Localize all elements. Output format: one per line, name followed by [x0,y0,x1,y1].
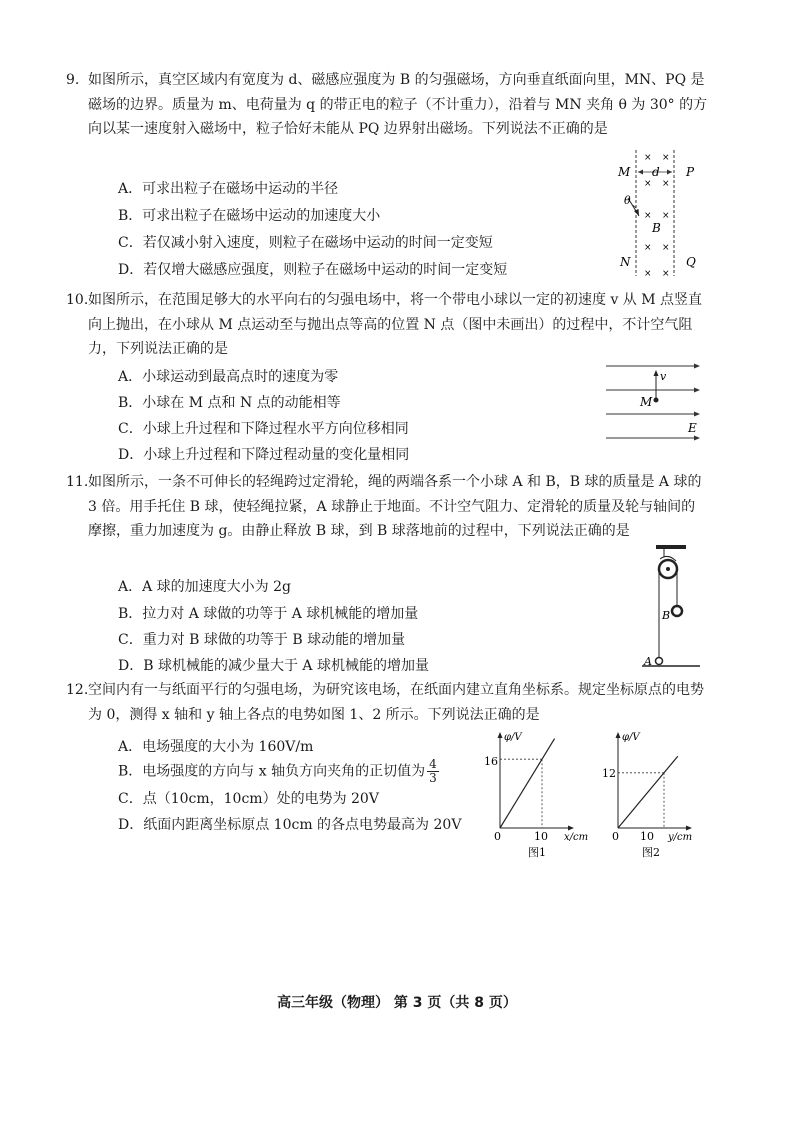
y-axis-label: φ/V [622,732,640,743]
label-P: P [686,165,695,179]
cross-mark: × [662,179,670,189]
q12-option-c: C．点（10cm，10cm）处的电势为 20V [118,791,379,807]
cross-mark: × [644,179,652,189]
fraction [427,758,439,785]
label-M: M [640,395,653,409]
q11-option-c: C．重力对 B 球做的功等于 B 球动能的增加量 [118,632,406,648]
potential-line [500,739,555,828]
q9-option-d: D．若仅增大磁感应强度，则粒子在磁场中运动的时间一定变短 [118,262,508,278]
x-axis-label: x/cm [564,832,589,843]
q12-option-d: D．纸面内距离坐标原点 10cm 的各点电势最高为 20V [118,817,462,833]
question-12 [66,678,708,727]
label-Q: Q [686,255,696,269]
q11-pulley-figure [638,543,702,671]
graph-1 [476,728,596,862]
label-B: B [652,221,661,235]
question-stem: 空间内有一与纸面平行的匀强电场，为研究该电场，在纸面内建立直角坐标系。规定坐标原点的电势为 0，测得 x 轴和 y 轴上各点的电势如图 1、2 所示。下列说法正确的是 [88,682,704,723]
question-number: 9. [66,72,80,88]
x-tick-label: 10 [534,830,548,843]
q9-magnetic-field-figure [612,148,707,280]
graph-2 [598,728,708,862]
question-10 [66,288,708,362]
label-B: B [662,609,671,622]
label-A: A [644,655,652,668]
q10-option-c: C．小球上升过程和下降过程水平方向位移相同 [118,421,409,437]
q9-option-a: A．可求出粒子在磁场中运动的半径 [118,181,339,197]
q11-option-d: D．B 球机械能的减少量大于 A 球机械能的增加量 [118,658,429,674]
fraction-denominator: 3 [429,771,437,785]
q10-option-d: D．小球上升过程和下降过程动量的变化量相同 [118,447,410,463]
x-tick-label: 10 [640,830,654,843]
q12-option-a: A．电场强度的大小为 160V/m [118,739,314,755]
question-stem: 如图所示，真空区域内有宽度为 d、磁感应强度为 B 的匀强磁场，方向垂直纸面向里，MN、PQ 是磁场的边界。质量为 m、电荷量为 q 的带正电的粒子（不计重力），沿着与 MN 夹角 θ 为 30° 的方向以某一速度射入磁场中，粒子恰好未能从 PQ 边界射出磁场。下列说法不正确的是 [88,72,708,137]
question-stem: 如图所示，在范围足够大的水平向右的匀强电场中，将一个带电小球以一定的初速度 v 从 M 点竖直向上抛出，在小球从 M 点运动至与抛出点等高的位置 N 点（图中未画出）的过程中，不计空气阻力，下列说法正确的是 [88,292,703,357]
velocity-label: v [660,370,667,383]
cross-mark: × [662,211,670,221]
q10-electric-field-figure [604,360,702,444]
cross-mark: × [662,243,670,253]
q9-option-c: C．若仅减小射入速度，则粒子在磁场中运动的时间一定变短 [118,235,493,251]
question-number: 10. [66,292,89,308]
potential-line [618,756,678,828]
x-axis-label: y/cm [668,832,693,843]
question-number: 11. [66,474,89,490]
cross-mark: × [662,153,670,163]
cross-mark: × [644,211,652,221]
q10-option-b: B．小球在 M 点和 N 点的动能相等 [118,395,341,411]
origin-label: 0 [612,830,619,843]
label-M: M [618,165,631,179]
question-9 [66,68,708,142]
label-N: N [620,255,631,269]
width-label-d: d [652,165,660,179]
y-axis-label: φ/V [504,732,522,743]
y-tick-label: 12 [602,767,616,780]
cross-mark: × [662,269,670,279]
question-11 [66,470,708,544]
field-label-E: E [688,421,697,435]
angle-theta: θ [624,194,631,207]
question-stem: 如图所示，一条不可伸长的轻绳跨过定滑轮，绳的两端各系一个小球 A 和 B，B 球的质量是 A 球的 3 倍。用手托住 B 球，使轻绳拉紧，A 球静止于地面。不计空气阻力、定滑轮的质量及轮与轴间的摩擦，重力加速度为 g。由静止释放 B 球，到 B 球落地前的过程中，下列说法正确的是 [88,474,702,539]
page-footer: 高三年级（物理） 第 3 页（共 8 页） [277,995,517,1011]
fraction-numerator: 4 [429,757,437,771]
q12-option-b-text: B．电场强度的方向与 x 轴负方向夹角的正切值为 [118,763,426,780]
caption: 图1 [528,846,546,859]
question-number: 12. [66,682,89,698]
q11-option-a: A．A 球的加速度大小为 2g [118,579,291,595]
origin-label: 0 [494,830,501,843]
q12-option-b [118,758,439,785]
cross-mark: × [644,269,652,279]
q10-option-a: A．小球运动到最高点时的速度为零 [118,369,339,385]
cross-mark: × [644,153,652,163]
q11-option-b: B．拉力对 A 球做的功等于 A 球机械能的增加量 [118,606,419,622]
cross-mark: × [644,243,652,253]
y-tick-label: 16 [484,755,498,768]
q9-option-b: B．可求出粒子在磁场中运动的加速度大小 [118,208,381,224]
caption: 图2 [642,846,660,859]
